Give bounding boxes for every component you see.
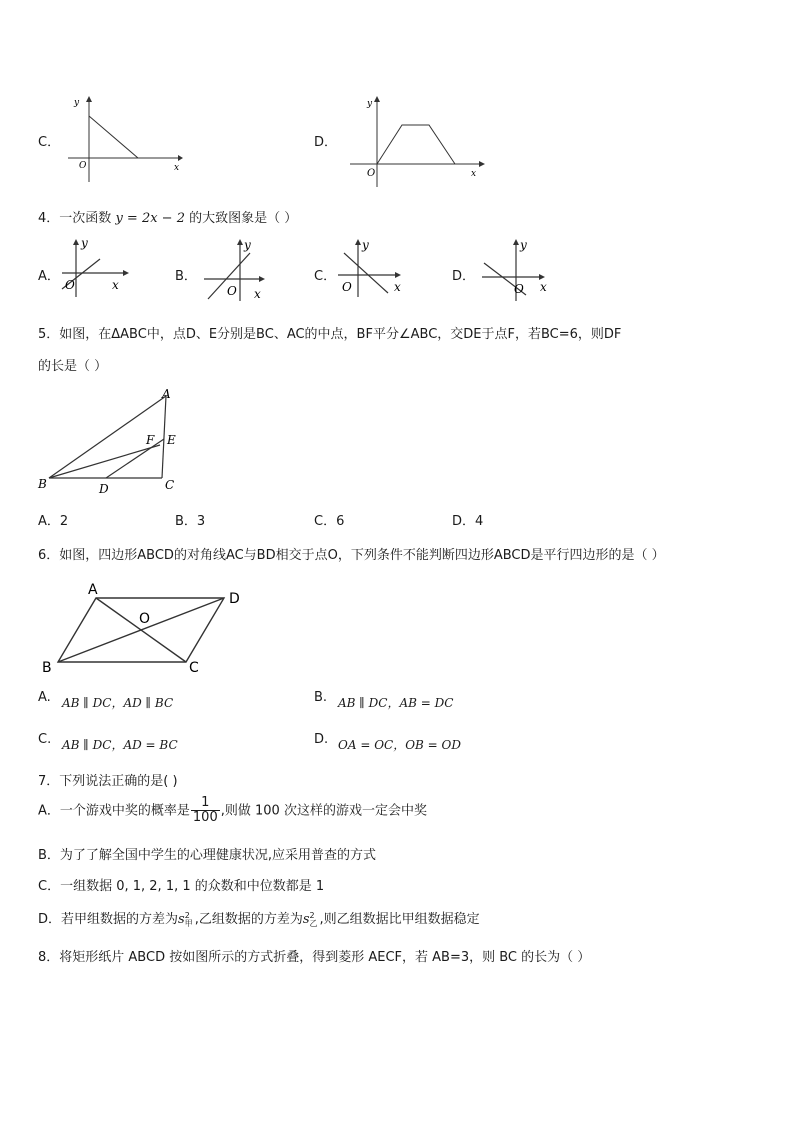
q3d-y-label: y [367, 99, 373, 109]
q7-option-c: C．一组数据 0, 1, 2, 1, 1 的众数和中位数都是 1 [38, 879, 325, 894]
q4-option-c-graph [336, 237, 408, 299]
q5-triangle-figure [36, 384, 196, 496]
q7-a-before: A．一个游戏中奖的概率是 [38, 803, 190, 819]
q7-a-denominator: 100 [192, 810, 218, 826]
q7-d-sub1: 甲 [184, 918, 193, 928]
q4-option-d-label: D． [452, 269, 476, 284]
q5-fig-label-d: D [99, 482, 109, 496]
q6-parallelogram-figure [36, 578, 251, 678]
q3c-origin-label: O [79, 161, 87, 171]
q4-formula: y = 2x − 2 [115, 211, 185, 226]
q3-option-d-graph [345, 92, 490, 187]
q4b-y-label: y [244, 238, 251, 252]
q5-option-a: A．2 [38, 514, 69, 529]
q7-d-part2: ,乙组数据的方差为 [194, 912, 303, 927]
q4c-x-label: x [394, 280, 401, 294]
q6-stem: 6．如图，四边形ABCD的对角线AC与BD相交于点O，下列条件不能判断四边形ABCD是平行四边形的是（ ） [38, 548, 665, 563]
q6-fig-label-d: D [229, 591, 240, 607]
q6-fig-label-b: B [42, 660, 52, 676]
q3d-origin-label: O [367, 168, 376, 179]
q4a-y-label: y [81, 237, 88, 250]
q3-option-d-label: D． [314, 135, 338, 150]
q3c-x-label: x [174, 163, 180, 173]
q6-option-b-label: B. [314, 690, 328, 705]
q5-fig-label-b: B [38, 477, 47, 491]
q4-option-d-graph [476, 237, 554, 303]
q7-option-d [38, 908, 480, 928]
q5-fig-label-a: A [162, 387, 171, 401]
q4-stem-after: 的大致图象是（ ） [189, 211, 298, 226]
q7-option-a [38, 796, 427, 826]
q7-d-part3: ,则乙组数据比甲组数据稳定 [319, 912, 480, 927]
q4a-origin-label: O [65, 278, 75, 292]
q7-d-sup-sub-1 [185, 912, 193, 928]
q5-stem-line2: 的长是（ ） [38, 359, 108, 374]
q4a-x-label: x [112, 278, 119, 292]
q4d-origin-label: O [514, 282, 524, 296]
q6-option-a-text: AB ∥ DC，AD ∥ BC [62, 696, 174, 710]
q7-d-s2: s [302, 912, 310, 927]
q4-option-b-graph [200, 237, 272, 303]
q5-fig-label-e: E [167, 433, 176, 447]
q4b-origin-label: O [227, 284, 237, 298]
q7-a-numerator: 1 [191, 796, 220, 811]
q6-option-d-text: OA = OC，OB = OD [338, 738, 462, 752]
q6-fig-label-c: C [189, 660, 199, 676]
q4b-x-label: x [254, 287, 261, 301]
q3c-y-label: y [74, 98, 80, 108]
q6-option-c-text: AB ∥ DC，AD = BC [62, 738, 178, 752]
q4d-y-label: y [520, 238, 527, 252]
q7-d-sub2: 乙 [309, 918, 318, 928]
q4c-origin-label: O [342, 280, 352, 294]
q7-a-fraction [191, 796, 220, 826]
q4c-y-label: y [362, 238, 369, 252]
q6-option-a-label: A. [38, 690, 51, 705]
q3-option-c-label: C． [38, 135, 61, 150]
q7-d-sup1: 2 [184, 910, 190, 920]
q6-option-b-text: AB ∥ DC，AB = DC [338, 696, 454, 710]
q4-option-c-label: C． [314, 269, 337, 284]
q4-stem-before: 一次函数 [59, 211, 112, 226]
q7-d-part1: D．若甲组数据的方差为 [38, 912, 179, 927]
q3d-x-label: x [471, 169, 477, 179]
q4-option-a-label: A． [38, 269, 60, 284]
q7-d-sup-sub-2 [310, 912, 318, 928]
q5-option-c: C．6 [314, 514, 345, 529]
q6-option-c-label: C. [38, 732, 52, 747]
q4-option-a-graph [60, 237, 132, 299]
q7-stem: 7．下列说法正确的是( ) [38, 774, 178, 789]
q5-stem-line1: 5．如图，在ΔABC中，点D、E分别是BC、AC的中点，BF平分∠ABC，交DE于点F，若BC=6，则DF [38, 327, 622, 342]
q8-stem: 8．将矩形纸片 ABCD 按如图所示的方式折叠，得到菱形 AECF，若 AB=3，则 BC 的长为（ ） [38, 950, 591, 965]
q5-fig-label-f: F [146, 433, 155, 447]
q7-d-s1: s [178, 912, 185, 927]
q6-option-d-label: D. [314, 732, 329, 747]
q3-option-c-graph [60, 92, 185, 187]
q6-fig-label-a: A [88, 582, 98, 598]
q5-option-d: D．4 [452, 514, 484, 529]
q7-a-after: ,则做 100 次这样的游戏一定会中奖 [220, 803, 427, 819]
q4-stem [38, 207, 297, 226]
q4-number: 4． [38, 211, 60, 226]
q5-option-b: B．3 [175, 514, 206, 529]
q4d-x-label: x [540, 280, 547, 294]
q4-option-b-label: B． [175, 269, 197, 284]
q7-option-b: B．为了了解全国中学生的心理健康状况,应采用普查的方式 [38, 848, 377, 863]
q5-fig-label-c: C [165, 478, 175, 492]
q7-d-sup2: 2 [309, 910, 315, 920]
q6-fig-label-o: O [139, 611, 151, 627]
